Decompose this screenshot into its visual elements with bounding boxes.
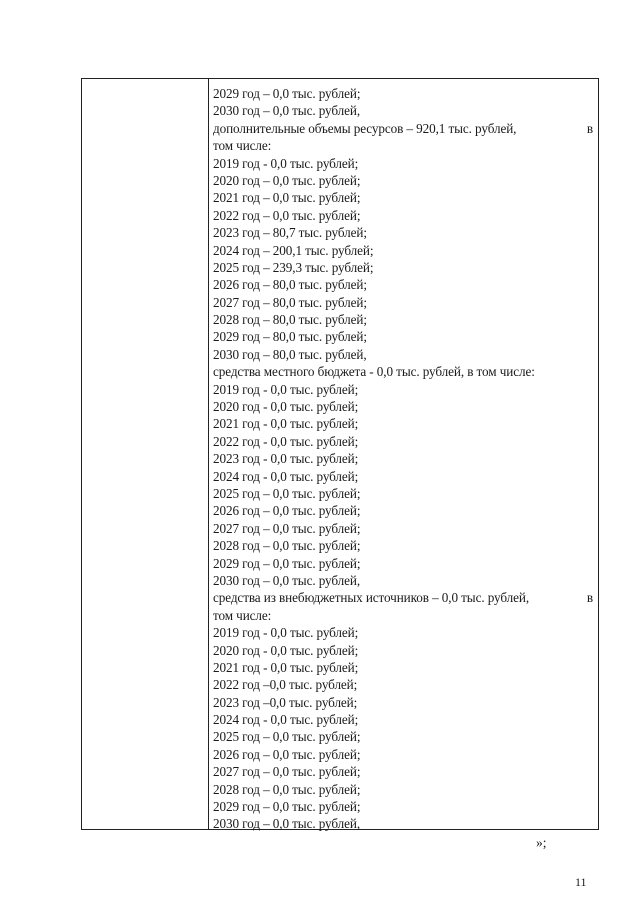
year-line: 2022 год – 0,0 тыс. рублей; — [213, 207, 361, 223]
offbudget-text: средства из внебюджетных источников – 0,0 тыс. рублей, — [213, 590, 530, 606]
year-line: 2029 год – 80,0 тыс. рублей; — [213, 329, 367, 345]
year-line: 2026 год – 0,0 тыс. рублей; — [213, 746, 361, 762]
year-line: 2027 год – 0,0 тыс. рублей; — [213, 520, 361, 536]
year-line: 2024 год - 0,0 тыс. рублей; — [213, 712, 359, 728]
year-line: 2029 год – 0,0 тыс. рублей; — [213, 555, 361, 571]
year-line: 2028 год – 0,0 тыс. рублей; — [213, 781, 361, 797]
year-line: 2020 год - 0,0 тыс. рублей; — [213, 642, 359, 658]
year-line: 2030 год – 0,0 тыс. рублей, — [213, 103, 361, 119]
year-line: 2028 год – 0,0 тыс. рублей; — [213, 538, 361, 554]
local-budget-line: средства местного бюджета - 0,0 тыс. рублей, в том числе: — [213, 364, 535, 380]
year-line: 2022 год –0,0 тыс. рублей; — [213, 677, 358, 693]
year-line: 2030 год – 0,0 тыс. рублей, — [213, 572, 361, 588]
year-line: 2024 год - 0,0 тыс. рублей; — [213, 468, 359, 484]
year-line: 2022 год - 0,0 тыс. рублей; — [213, 433, 359, 449]
funding-text-cell — [213, 85, 593, 833]
additional-resources-text: дополнительные объемы ресурсов – 920,1 тыс. рублей, — [213, 120, 517, 136]
closing-quote: »; — [536, 835, 547, 850]
year-line: 2029 год – 0,0 тыс. рублей; — [213, 799, 361, 815]
offbudget-line — [213, 589, 593, 606]
year-line: 2025 год – 0,0 тыс. рублей; — [213, 729, 361, 745]
year-line: 2027 год – 0,0 тыс. рублей; — [213, 764, 361, 780]
year-line: 2020 год – 0,0 тыс. рублей; — [213, 172, 361, 188]
year-line: 2021 год - 0,0 тыс. рублей; — [213, 659, 359, 675]
including-line: том числе: — [213, 138, 272, 154]
including-line: том числе: — [213, 607, 272, 623]
year-line: 2030 год – 0,0 тыс. рублей, — [213, 816, 361, 832]
year-line: 2020 год - 0,0 тыс. рублей; — [213, 399, 359, 415]
year-line: 2025 год – 0,0 тыс. рублей; — [213, 485, 361, 501]
year-line: 2030 год – 80,0 тыс. рублей, — [213, 346, 367, 362]
year-line: 2026 год – 0,0 тыс. рублей; — [213, 503, 361, 519]
year-line: 2027 год – 80,0 тыс. рублей; — [213, 294, 367, 310]
additional-resources-line — [213, 120, 593, 137]
funding-table — [81, 78, 599, 830]
year-line: 2024 год – 200,1 тыс. рублей; — [213, 242, 374, 258]
year-line: 2023 год - 0,0 тыс. рублей; — [213, 451, 359, 467]
column-divider — [208, 79, 209, 829]
page-number: 11 — [575, 875, 587, 889]
year-line: 2028 год – 80,0 тыс. рублей; — [213, 312, 367, 328]
year-line: 2026 год – 80,0 тыс. рублей; — [213, 277, 367, 293]
year-line: 2025 год – 239,3 тыс. рублей; — [213, 259, 374, 275]
year-line: 2019 год - 0,0 тыс. рублей; — [213, 381, 359, 397]
year-line: 2029 год – 0,0 тыс. рублей; — [213, 86, 361, 101]
offbudget-tail: в — [586, 590, 593, 606]
year-line: 2023 год –0,0 тыс. рублей; — [213, 694, 358, 710]
year-line: 2019 год - 0,0 тыс. рублей; — [213, 625, 359, 641]
year-line: 2021 год – 0,0 тыс. рублей; — [213, 190, 361, 206]
year-line: 2023 год – 80,7 тыс. рублей; — [213, 225, 367, 241]
additional-resources-tail: в — [586, 120, 593, 136]
year-line: 2021 год - 0,0 тыс. рублей; — [213, 416, 359, 432]
year-line: 2019 год - 0,0 тыс. рублей; — [213, 155, 359, 171]
